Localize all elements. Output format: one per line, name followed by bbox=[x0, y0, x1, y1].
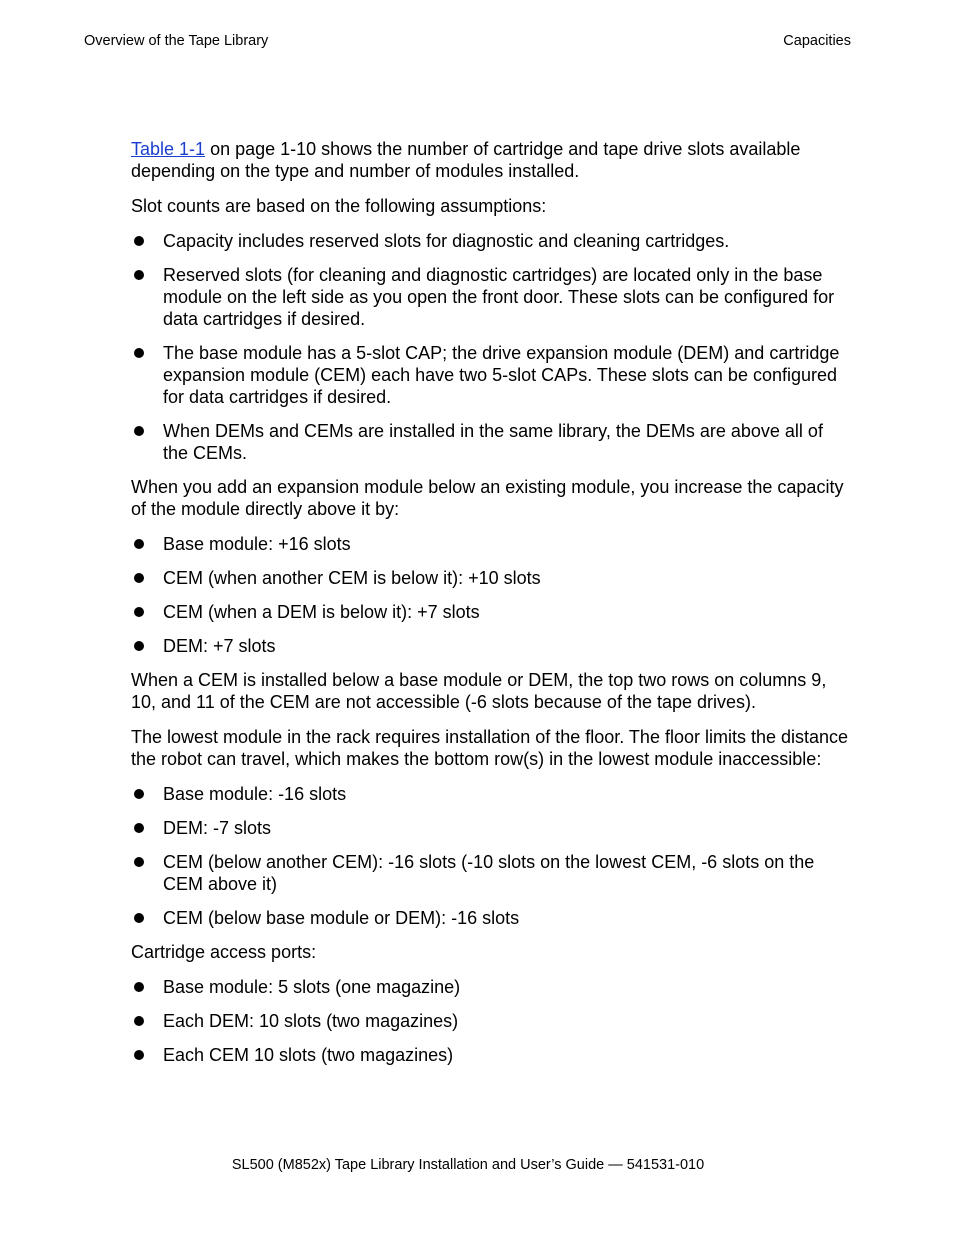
list-item-text: When DEMs and CEMs are installed in the same library, the DEMs are above all of the CEMs. bbox=[163, 421, 823, 463]
bullet-icon bbox=[134, 1016, 144, 1026]
floor-lead: The lowest module in the rack requires installation of the floor. The floor limits the distance the robot can travel, which makes the bottom row(s) in the lowest module inaccessible: bbox=[131, 727, 849, 769]
floor-list bbox=[131, 783, 851, 929]
intro-text: on page 1-10 shows the number of cartridge and tape drive slots available depending on the type and number of modules installed. bbox=[131, 139, 801, 181]
list-item-text: Capacity includes reserved slots for diagnostic and cleaning cartridges. bbox=[163, 231, 730, 251]
list-item bbox=[131, 907, 851, 929]
list-item bbox=[131, 635, 851, 657]
increase-lead: When you add an expansion module below an existing module, you increase the capacity of the module directly above it by: bbox=[131, 477, 844, 519]
list-item-text: Base module: 5 slots (one magazine) bbox=[163, 977, 461, 997]
list-item bbox=[131, 783, 851, 805]
page-body bbox=[131, 138, 851, 1078]
list-item-text: CEM (when a DEM is below it): +7 slots bbox=[163, 602, 480, 622]
list-item-text: Base module: -16 slots bbox=[163, 784, 347, 804]
list-item bbox=[131, 533, 851, 555]
list-item bbox=[131, 1044, 851, 1066]
list-item bbox=[131, 264, 851, 330]
table-1-1-link[interactable]: Table 1-1 bbox=[131, 139, 206, 159]
bullet-icon bbox=[134, 982, 144, 992]
increase-list bbox=[131, 533, 851, 657]
cap-list bbox=[131, 976, 851, 1066]
bullet-icon bbox=[134, 348, 144, 358]
bullet-icon bbox=[134, 573, 144, 583]
bullet-icon bbox=[134, 857, 144, 867]
list-item bbox=[131, 1010, 851, 1032]
list-item bbox=[131, 601, 851, 623]
bullet-icon bbox=[134, 270, 144, 280]
running-header-chapter: Overview of the Tape Library bbox=[84, 33, 269, 49]
list-item-text: Reserved slots (for cleaning and diagnostic cartridges) are located only in the base module on the left side as you open the front door. These slots can be configured for data cartridges if desired. bbox=[163, 265, 835, 329]
list-item bbox=[131, 817, 851, 839]
assumptions-list bbox=[131, 230, 851, 464]
list-item bbox=[131, 851, 851, 895]
list-item bbox=[131, 976, 851, 998]
bullet-icon bbox=[134, 426, 144, 436]
list-item-text: DEM: +7 slots bbox=[163, 636, 276, 656]
list-item-text: CEM (below another CEM): -16 slots (-10 slots on the lowest CEM, -6 slots on the CEM above it) bbox=[163, 852, 815, 894]
bullet-icon bbox=[134, 789, 144, 799]
running-footer: SL500 (M852x) Tape Library Installation and User’s Guide — 541531-010 bbox=[231, 1157, 705, 1173]
bullet-icon bbox=[134, 641, 144, 651]
running-header-section: Capacities bbox=[783, 33, 851, 49]
list-item bbox=[131, 342, 851, 408]
list-item-text: CEM (when another CEM is below it): +10 slots bbox=[163, 568, 541, 588]
list-item-text: Each CEM 10 slots (two magazines) bbox=[163, 1045, 454, 1065]
list-item bbox=[131, 230, 851, 252]
bullet-icon bbox=[134, 913, 144, 923]
list-item bbox=[131, 420, 851, 464]
list-item-text: Base module: +16 slots bbox=[163, 534, 351, 554]
bullet-icon bbox=[134, 236, 144, 246]
cap-lead: Cartridge access ports: bbox=[131, 942, 317, 962]
list-item-text: The base module has a 5-slot CAP; the drive expansion module (DEM) and cartridge expansion module (CEM) each have two 5-slot CAPs. These slots can be configured for data cartridges if desired. bbox=[163, 343, 840, 407]
cem-note-paragraph: When a CEM is installed below a base module or DEM, the top two rows on columns 9, 10, and 11 of the CEM are not accessible (-6 slots because of the tape drives). bbox=[131, 670, 827, 712]
intro-paragraph bbox=[131, 138, 851, 182]
assumptions-lead: Slot counts are based on the following assumptions: bbox=[131, 196, 547, 216]
list-item-text: Each DEM: 10 slots (two magazines) bbox=[163, 1011, 459, 1031]
bullet-icon bbox=[134, 823, 144, 833]
list-item-text: CEM (below base module or DEM): -16 slots bbox=[163, 908, 520, 928]
bullet-icon bbox=[134, 1050, 144, 1060]
bullet-icon bbox=[134, 539, 144, 549]
list-item-text: DEM: -7 slots bbox=[163, 818, 272, 838]
list-item bbox=[131, 567, 851, 589]
bullet-icon bbox=[134, 607, 144, 617]
